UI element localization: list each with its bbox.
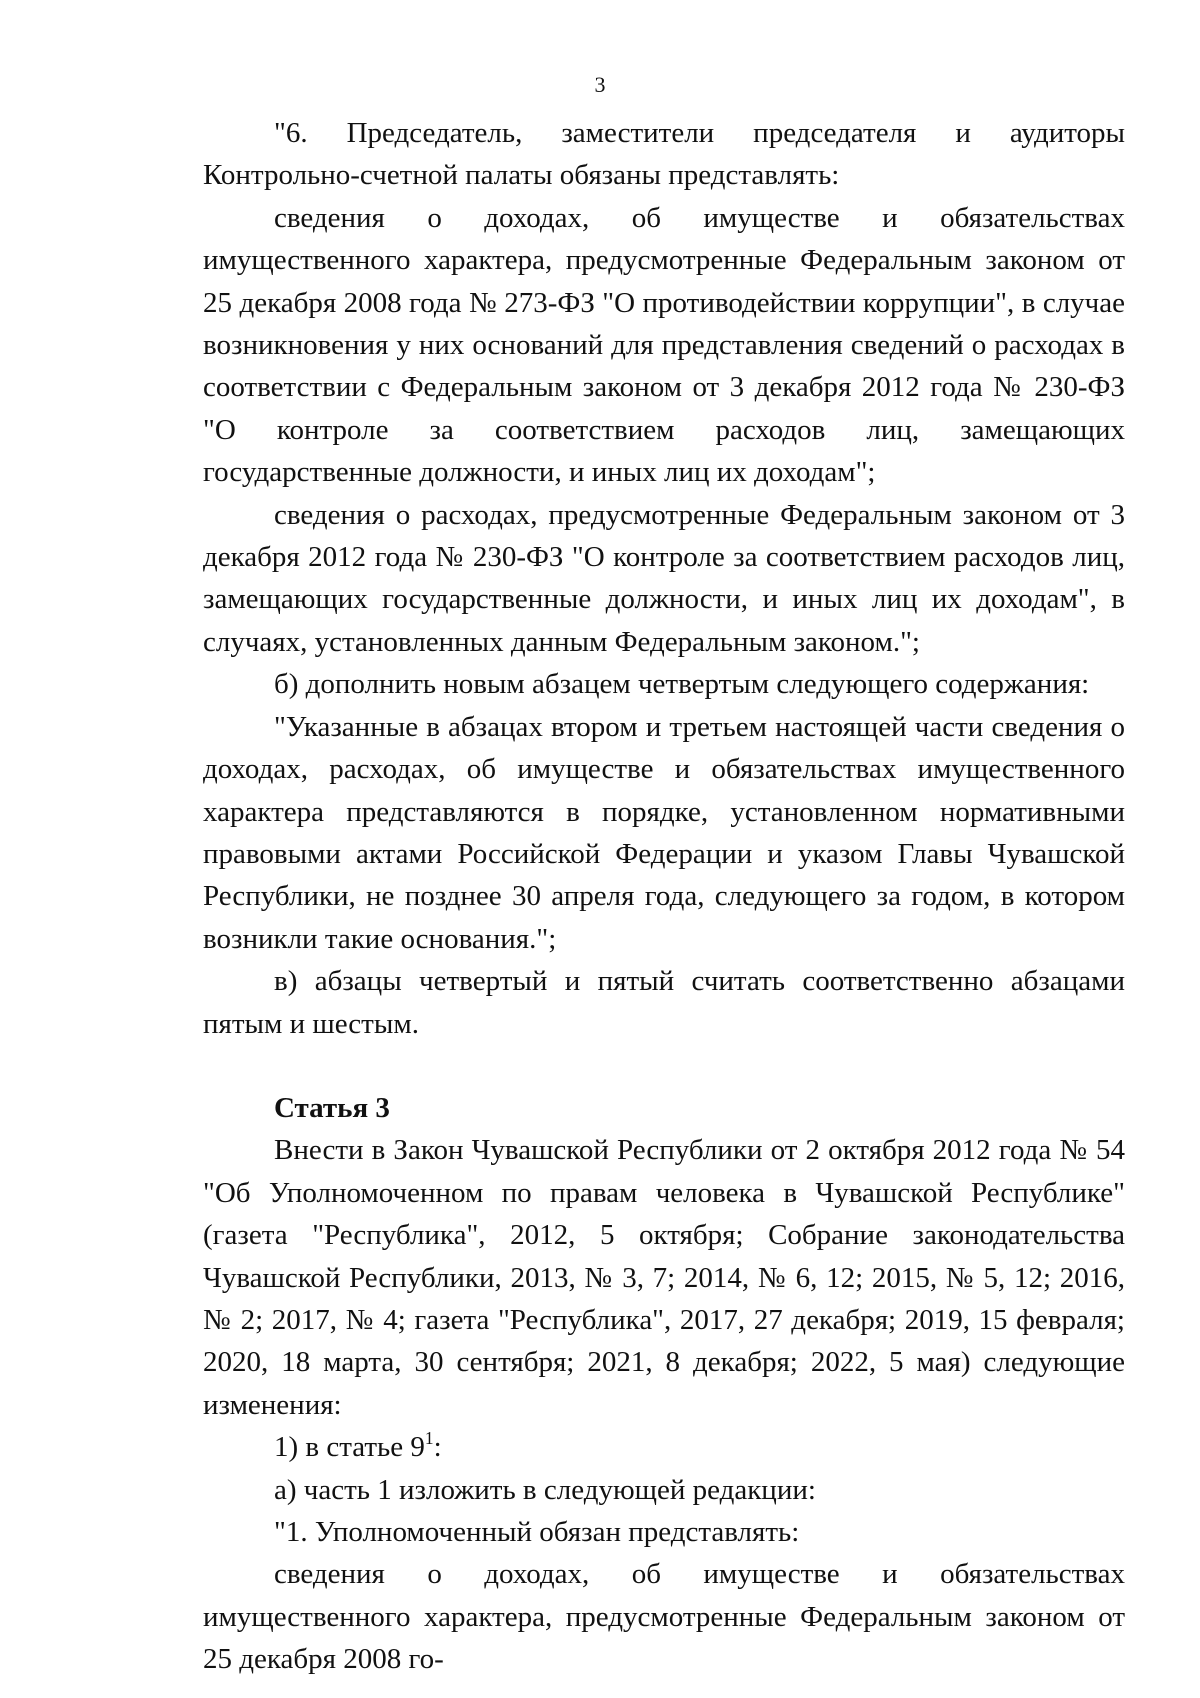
paragraph-4: б) дополнить новым абзацем четвертым следующего содержания: (274, 668, 1090, 701)
paragraph-6: в) абзацы четвертый и пятый считать соответственно абзацами пятым и шестым. (203, 965, 1125, 1040)
item-1-text: 1) в статье 9 (274, 1431, 425, 1464)
article-item-a: а) часть 1 изложить в следующей редакции: (274, 1473, 816, 1506)
article-item-1 (203, 1426, 1125, 1468)
paragraph-5: "Указанные в абзацах втором и третьем настоящей части сведения о доходах, расходах, об имуществе и обязательствах имущественного характера представляются в порядке, установленном нормативными правовыми актами Российской Федерации и указом Главы Чувашской Республики, не позднее 30 апреля года, следующего за годом, в котором возникли такие основания."; (203, 710, 1125, 955)
article-quote-start: "1. Уполномоченный обязан представлять: (274, 1516, 800, 1548)
article-intro: Внести в Закон Чувашской Республики от 2 октября 2012 года № 54 "Об Уполномоченном по правам человека в Чувашской Республике" (газета "Республика", 2012, 5 октября; Собрание законодательства Чувашской Республики, 2013, № 3, 7; 2014, № 6, 12; 2015, № 5, 12; 2016, № 2; 2017, № 4; газета "Республика", 2017, 27 декабря; 2019, 15 февраля; 2020, 18 марта, 30 сентября; 2021, 8 декабря; 2022, 5 мая) следующие изменения: (203, 1134, 1125, 1421)
item-1-superscript: 1 (424, 1427, 434, 1448)
paragraph-1: "6. Председатель, заместители председателя и аудиторы Контрольно-счетной палаты обязаны представлять: (203, 117, 1125, 192)
article-last-paragraph: сведения о доходах, об имуществе и обязательствах имущественного характера, предусмотренные Федеральным законом от 25 декабря 2008 го- (203, 1558, 1125, 1676)
section-gap (203, 1045, 1125, 1087)
item-1-colon: : (433, 1431, 442, 1464)
article-heading: Статья 3 (274, 1091, 390, 1124)
paragraph-3: сведения о расходах, предусмотренные Федеральным законом от 3 декабря 2012 года № 230-ФЗ "О контроле за соответствием расходов лиц, замещающих государственные должности, и иных лиц их доходам", в случаях, установленных данным Федеральным законом."; (203, 498, 1125, 658)
document-body (203, 112, 1125, 1681)
paragraph-2: сведения о доходах, об имуществе и обязательствах имущественного характера, предусмотренные Федеральным законом от 25 декабря 2008 года № 273-ФЗ "О противодействии коррупции", в случае возникновения у них оснований для представления сведений о расходах в соответствии с Федеральным законом от 3 декабря 2012 года № 230-ФЗ "О контроле за соответствием расходов лиц, замещающих государственные должности, и иных лиц их доходам"; (203, 201, 1125, 489)
page-number: 3 (594, 72, 606, 97)
